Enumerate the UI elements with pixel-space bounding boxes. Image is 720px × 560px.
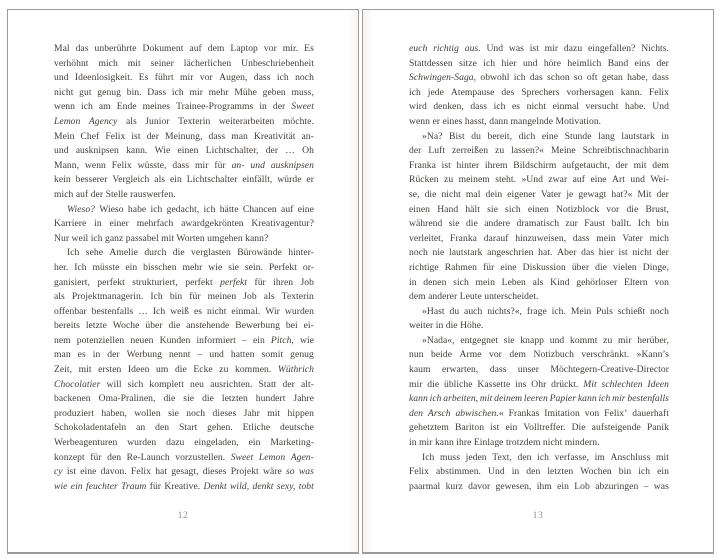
text-line: als Projektmanagerin. Ich bin für meinen Job als Texterin [54, 291, 314, 303]
text-line: Mann, wenn Felix wüsste, dass mir für an- und ausknipsen [54, 159, 314, 171]
text-line: Schwingen-Saga, obwohl ich das schon so oft getan habe, dass [409, 72, 669, 84]
text-line: produziert haben, wollen sie noch dieses Jahr mit hippen [54, 407, 314, 419]
book-spread [7, 9, 714, 554]
text-line: während sie die andere dramatisch zur Faust ballt. Ich bin [409, 218, 669, 230]
text-line: Rücken zu meinem steht. »Und zwar auf eine Art und Wei- [409, 174, 669, 186]
page-text-column [54, 42, 314, 494]
text-line: wenn er eines hasst, dann mangelnde Motivation. [409, 115, 602, 127]
text-line: Chocolatier will sich komplett neu ausrichten. Statt der alt- [54, 378, 314, 390]
text-line: wenn ich am Ende meines Trainee-Programms in der Sweet [54, 101, 314, 113]
text-line: »Nada«, entgegnet sie knapp und kommt zu mir herüber, [422, 334, 669, 346]
text-line: Karriere in einer mehrfach awardgekrönten Kreativagentur? [54, 218, 314, 230]
text-line: Nur weil ich ganz passabel mit Worten umgehen kann? [54, 232, 269, 244]
text-line: man es in der Werbung nennt – und hatten somit genug [54, 349, 314, 361]
page-number: 12 [177, 510, 189, 521]
text-line: kann ich arbeiten, mit deinem leeren Papier kann ich mir bestenfalls [409, 393, 669, 405]
book-page-left [7, 9, 359, 554]
text-line: ganisiert, perfekt strukturiert, perfekt perfekt für ihren Job [54, 276, 314, 288]
text-line: Stattdessen sitze ich hier und höre heimlich Band eins der [409, 57, 669, 69]
text-line: se, die nicht mal dein eigener Vater je gewagt hat?« Mit der [409, 188, 669, 200]
text-line: noch nie lautstark angeschrien hat. Aber das hier ist nicht der [409, 247, 669, 259]
page-text-column [409, 42, 669, 494]
page-number: 13 [532, 510, 544, 521]
text-line: den Arsch abwischen.« Frankas Imitation von Felix’ dauerhaft [409, 407, 669, 419]
text-line: Ich muss jeden Text, den ich verfasse, im Anschluss mit [422, 451, 669, 463]
text-line: konzept für den Re-Launch vorzustellen. Sweet Lemon Agen- [54, 451, 314, 463]
text-line: bereits letzte Woche über die anstehende Bewerbung bei ei- [54, 320, 314, 332]
text-line: nun beide Arme vor dem Notizbuch verschränkt. »Kann’s [409, 349, 669, 361]
text-line: und ausknipsen kann. Wie einen Lichtschalter, der … Oh [54, 145, 314, 157]
text-line: Franka ist hinter ihrem Bildschirm aufgetaucht, der mit dem [409, 159, 669, 171]
text-line: Lemon Agency als Junior Texterin weiterarbeiten möchte. [54, 115, 314, 127]
text-line: gehetztem Bariton ist ein Volltreffer. Die aufsteigende Panik [409, 422, 669, 434]
text-line: weiter in die Höhe. [409, 320, 484, 332]
text-line: her. Ich müsste ein bisschen mehr wie sie sein. Perfekt or- [54, 261, 314, 273]
text-line: offenbar bestenfalls … Ich weiß es nicht einmal. Wir wurden [54, 305, 314, 317]
text-line: Ich sehe Amelie durch die verglasten Bürowände hinter- [67, 247, 314, 259]
text-line: in denen sich mein Leben als Kind gehörloser Eltern von [409, 276, 669, 288]
text-line: dem anderer Leute unterscheidet. [409, 291, 539, 303]
text-line: mir die übliche Kassette ins Ohr drückt. Mit schlechten Ideen [409, 378, 669, 390]
text-line: kaum erwarten, dass unser Möchtegern-Creative-Director [409, 364, 669, 376]
text-line: cy ist eine davon. Felix hat gesagt, dieses Projekt wäre so was [54, 466, 314, 478]
text-line: Werbeagenturen wurden dazu eingeladen, ein Marketing- [54, 437, 314, 449]
text-line: »Hast du auch nichts?«, frage ich. Mein Puls schießt noch [422, 305, 669, 317]
text-line: in mir kann ihre Einlage trotzdem nicht mindern. [409, 437, 600, 449]
text-line: wie ein feuchter Traum für Kreative. Denkt wild, denkt sexy, tobt [54, 480, 314, 492]
text-line: Zeit, mit ersten Ideen um die Ecke zu kommen. Wüthrich [54, 364, 314, 376]
text-line: nicht gut genug bin. Dass ich mir mehr Mühe geben muss, [54, 86, 314, 98]
text-line: verhöhnt mich mit seiner lächerlichen Unbeschriebenheit [54, 57, 314, 69]
text-line: Schokoladentafeln an den Start gehen. Etliche deutsche [54, 422, 314, 434]
text-line: der Luft zerreißen zu lassen?« Meine Schreibtischnachbarin [409, 145, 669, 157]
text-line: euch richtig aus. Und was ist mir dazu eingefallen? Nichts. [409, 43, 669, 54]
text-line: nem potenziellen neuen Kunden informiert – ein Pitch, wie [54, 334, 314, 346]
text-line: Mein Chef Felix ist der Meinung, dass man Kreativität an- [54, 130, 314, 142]
text-line: einen Hand hält sie sich einen Notizblock vor die Brust, [409, 203, 669, 215]
text-line: richtige Rahmen für eine Diskussion über die vielen Dinge, [409, 261, 669, 273]
text-line: verleitet, Franka darauf hinzuweisen, dass mein Vater mich [409, 232, 669, 244]
text-line: Mal das unberührte Dokument auf dem Laptop vor mir. Es [54, 43, 314, 54]
text-line: Felix abstimmen. Und in den letzten Wochen bin ich ein [409, 466, 669, 478]
text-line: mich auf der Stelle rauswerfen. [54, 188, 176, 200]
book-page-right [362, 9, 714, 554]
text-line: paarmal kurz davor gewesen, ihm ein Lob abzuringen – was [409, 480, 669, 492]
text-line: »Na? Bist du bereit, dich eine Stunde lang lautstark in [422, 130, 669, 142]
text-line: kein besserer Vergleich als ein Lichtschalter einfällt, würde er [54, 174, 314, 186]
text-line: Wieso? Wieso habe ich gedacht, ich hätte Chancen auf eine [67, 203, 314, 215]
text-line: und Ideenlosigkeit. Es führt mir vor Augen, dass ich noch [54, 72, 314, 84]
text-line: wird denken, dass ich es nicht einmal versucht habe. Und [409, 101, 669, 113]
text-line: backenen Oma-Pralinen, die sie die letzten hundert Jahre [54, 393, 314, 405]
text-line: ich jede Atempause des Sprechers vorhersagen kann. Felix [409, 86, 669, 98]
